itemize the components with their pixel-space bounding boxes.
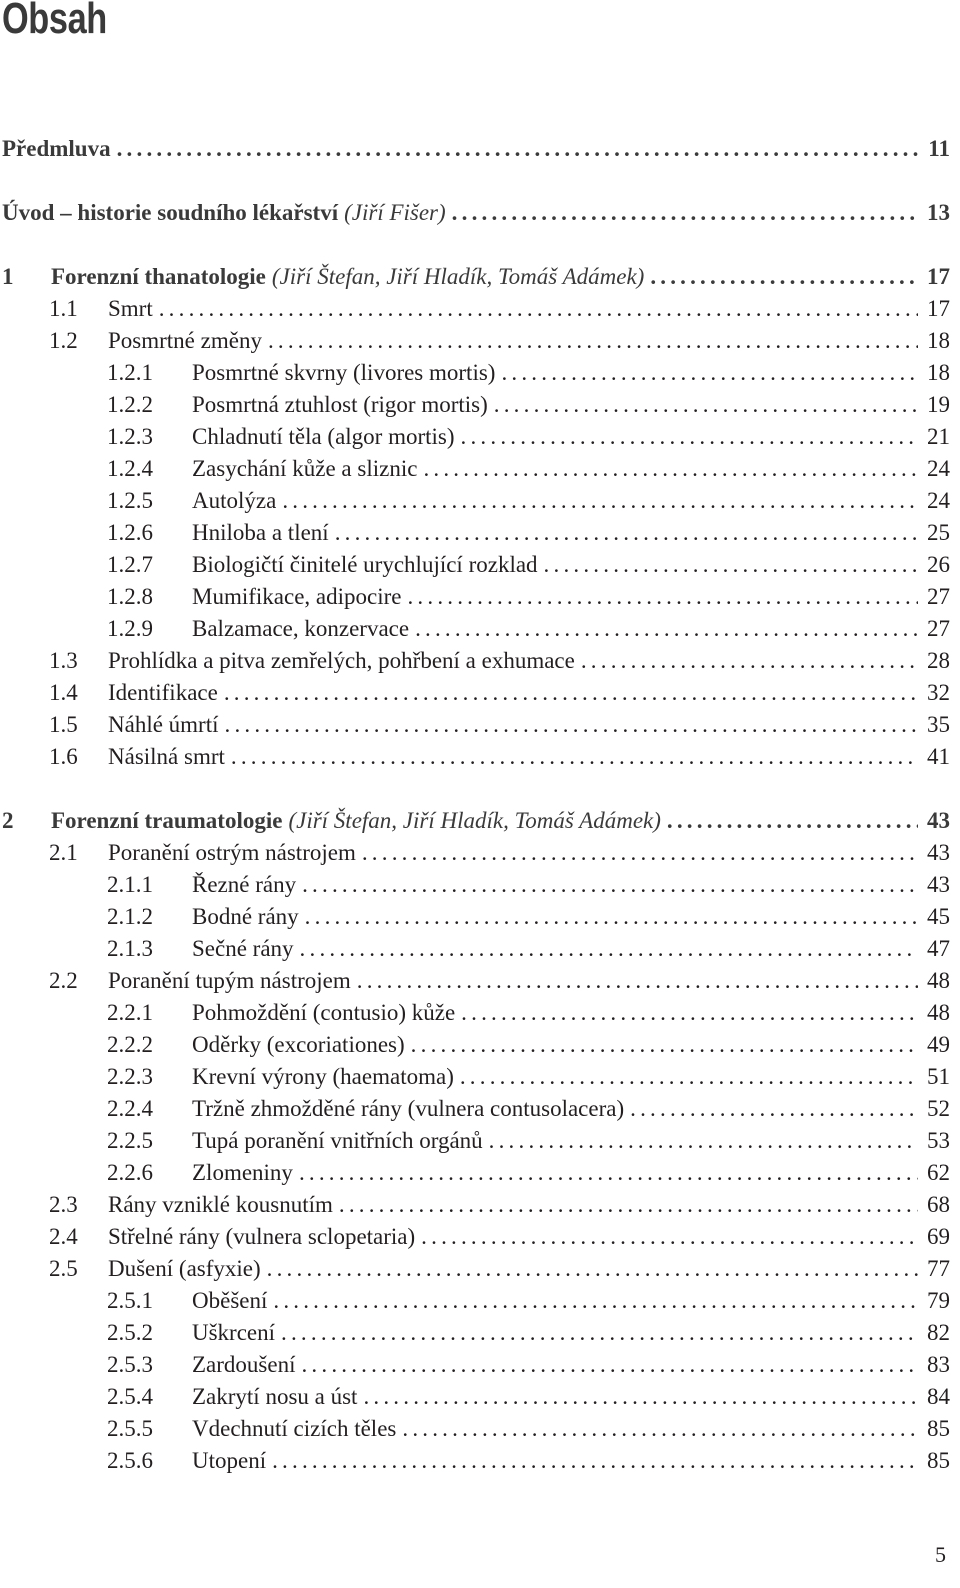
toc-entry-label: Bodné rány xyxy=(192,904,299,929)
toc-entry-label: Posmrtné změny xyxy=(108,328,262,353)
dot-leader xyxy=(494,392,918,418)
toc-page-number: 48 xyxy=(927,968,950,993)
toc-page-number: 69 xyxy=(927,1224,950,1249)
toc-page-number: 48 xyxy=(927,1000,950,1025)
toc-chapter-1[interactable] xyxy=(0,264,950,298)
toc-entry[interactable] xyxy=(0,1352,950,1386)
toc-entry-number: 2.1.2 xyxy=(107,904,153,929)
toc-entry-number: 1.2.1 xyxy=(107,360,153,385)
toc-entry-number: 2.1 xyxy=(49,840,78,865)
dot-leader xyxy=(339,1192,918,1218)
toc-entry[interactable] xyxy=(0,1032,950,1066)
toc-page-number: 79 xyxy=(927,1288,950,1313)
toc-entry-label: Oběšení xyxy=(192,1288,268,1313)
dot-leader xyxy=(224,680,918,706)
dot-leader xyxy=(407,584,918,610)
dot-leader xyxy=(501,360,918,386)
toc-page-number: 85 xyxy=(927,1448,950,1473)
toc-entry-number: 1.6 xyxy=(49,744,78,769)
toc-entry[interactable] xyxy=(0,1320,950,1354)
toc-page-number: 68 xyxy=(927,1192,950,1217)
dot-leader xyxy=(363,1384,918,1410)
dot-leader xyxy=(452,200,918,226)
dot-leader xyxy=(415,616,918,642)
dot-leader xyxy=(268,328,918,354)
toc-entry-number: 2.2 xyxy=(49,968,78,993)
toc-page-number: 18 xyxy=(927,328,950,353)
toc-entry-label: Dušení (asfyxie) xyxy=(108,1256,261,1281)
toc-entry-number: 1.2.6 xyxy=(107,520,153,545)
toc-entry-label: Zakrytí nosu a úst xyxy=(192,1384,358,1409)
dot-leader xyxy=(272,1448,918,1474)
toc-entry[interactable] xyxy=(0,680,950,714)
toc-page-number: 35 xyxy=(927,712,950,737)
toc-entry-label: Zardoušení xyxy=(192,1352,296,1377)
toc-entry[interactable] xyxy=(0,1448,950,1482)
toc-entry-label: Řezné rány xyxy=(192,872,297,897)
toc-entry[interactable] xyxy=(0,456,950,490)
dot-leader xyxy=(357,968,918,994)
toc-entry-label: Vdechnutí cizích těles xyxy=(192,1416,397,1441)
toc-entry[interactable] xyxy=(0,1192,950,1226)
dot-leader xyxy=(305,904,918,930)
toc-entry[interactable] xyxy=(0,1288,950,1322)
toc-entry-label: Uškrcení xyxy=(192,1320,276,1345)
toc-entry[interactable] xyxy=(0,584,950,618)
dot-leader xyxy=(650,264,918,290)
toc-entry-label: Zlomeniny xyxy=(192,1160,293,1185)
page-number-footer: 5 xyxy=(935,1542,946,1567)
toc-entry-number: 2.2.3 xyxy=(107,1064,153,1089)
dot-leader xyxy=(489,1128,918,1154)
toc-page-number: 11 xyxy=(928,136,950,161)
toc-entry-number: 2.2.1 xyxy=(107,1000,153,1025)
toc-entry-label: Chladnutí těla (algor mortis) xyxy=(192,424,455,449)
toc-entry[interactable] xyxy=(0,1096,950,1130)
toc-page-number: 27 xyxy=(927,616,950,641)
toc-entry-number: 2.5.6 xyxy=(107,1448,153,1473)
toc-entry-uvod[interactable] xyxy=(0,200,950,234)
toc-entry-number: 2.2.4 xyxy=(107,1096,153,1121)
toc-page-number: 62 xyxy=(927,1160,950,1185)
toc-page-number: 47 xyxy=(927,936,950,961)
toc-page-number: 85 xyxy=(927,1416,950,1441)
toc-entry-number: 1.2 xyxy=(49,328,78,353)
toc-entry[interactable] xyxy=(0,1224,950,1258)
toc-entry-number: 1 xyxy=(2,264,14,289)
toc-entry[interactable] xyxy=(0,392,950,426)
toc-entry-label: Utopení xyxy=(192,1448,267,1473)
page-title: Obsah xyxy=(2,0,107,43)
toc-page-number: 18 xyxy=(927,360,950,385)
dot-leader xyxy=(402,1416,918,1442)
toc-entry-number: 2.1.3 xyxy=(107,936,153,961)
toc-entry-authors: (Jiří Štefan, Jiří Hladík, Tomáš Adámek) xyxy=(271,264,645,289)
dot-leader xyxy=(423,456,918,482)
toc-entry-label: Forenzní thanatologie xyxy=(51,264,266,289)
toc-entry-label: Prohlídka a pitva zemřelých, pohřbení a exhumace xyxy=(108,648,575,673)
dot-leader xyxy=(421,1224,918,1250)
toc-entry[interactable] xyxy=(0,1384,950,1418)
dot-leader xyxy=(282,488,918,514)
dot-leader xyxy=(273,1288,918,1314)
toc-entry-number: 2.2.2 xyxy=(107,1032,153,1057)
toc-entry-authors: (Jiří Štefan, Jiří Hladík, Tomáš Adámek) xyxy=(288,808,661,833)
dot-leader xyxy=(630,1096,918,1122)
toc-entry[interactable] xyxy=(0,616,950,650)
dot-leader xyxy=(159,296,918,322)
toc-entry[interactable] xyxy=(0,296,950,330)
toc-page-number: 13 xyxy=(927,200,950,225)
toc-entry-label: Smrt xyxy=(108,296,153,321)
dot-leader xyxy=(460,1064,918,1090)
dot-leader xyxy=(362,840,918,866)
toc-entry-number: 1.2.7 xyxy=(107,552,153,577)
toc-page-number: 19 xyxy=(927,392,950,417)
dot-leader xyxy=(544,552,918,578)
toc-entry-label: Tupá poranění vnitřních orgánů xyxy=(192,1128,483,1153)
toc-entry-label: Posmrtná ztuhlost (rigor mortis) xyxy=(192,392,488,417)
dot-leader xyxy=(281,1320,918,1346)
dot-leader xyxy=(267,1256,918,1282)
toc-entry-number: 1.1 xyxy=(49,296,78,321)
toc-entry-number: 2.5.2 xyxy=(107,1320,153,1345)
dot-leader xyxy=(225,712,919,738)
toc-entry[interactable] xyxy=(0,872,950,906)
toc-page-number: 27 xyxy=(927,584,950,609)
toc-entry[interactable] xyxy=(0,712,950,746)
toc-entry-number: 1.2.8 xyxy=(107,584,153,609)
toc-entry-label: Oděrky (excoriationes) xyxy=(192,1032,405,1057)
toc-entry-label: Poranění tupým nástrojem xyxy=(108,968,351,993)
toc-page-number: 77 xyxy=(927,1256,950,1281)
toc-entry-number: 2.5.5 xyxy=(107,1416,153,1441)
toc-entry-label: Hniloba a tlení xyxy=(192,520,329,545)
toc-entry-number: 2.2.6 xyxy=(107,1160,153,1185)
toc-entry-label: Tržně zhmožděné rány (vulnera contusolacera) xyxy=(192,1096,625,1121)
toc-entry-number: 2.3 xyxy=(49,1192,78,1217)
toc-entry-number: 1.4 xyxy=(49,680,78,705)
toc-entry[interactable] xyxy=(0,1064,950,1098)
toc-entry-number: 1.2.3 xyxy=(107,424,153,449)
toc-entry[interactable] xyxy=(0,744,950,778)
toc-entry-label: Střelné rány (vulnera sclopetaria) xyxy=(108,1224,416,1249)
dot-leader xyxy=(302,872,918,898)
toc-entry-number: 2.4 xyxy=(49,1224,78,1249)
toc-entry[interactable] xyxy=(0,936,950,970)
toc-page-number: 84 xyxy=(927,1384,950,1409)
toc-entry-label: Forenzní traumatologie xyxy=(51,808,283,833)
toc-entry[interactable] xyxy=(0,488,950,522)
toc-entry-number: 1.2.9 xyxy=(107,616,153,641)
toc-entry-label: Krevní výrony (haematoma) xyxy=(192,1064,454,1089)
toc-entry-number: 1.3 xyxy=(49,648,78,673)
toc-entry[interactable] xyxy=(0,904,950,938)
toc-entry[interactable] xyxy=(0,552,950,586)
dot-leader xyxy=(301,1352,918,1378)
toc-entry[interactable] xyxy=(0,968,950,1002)
toc-page-number: 32 xyxy=(927,680,950,705)
toc-entry-predmluva[interactable] xyxy=(0,136,950,170)
toc-entry-number: 2.2.5 xyxy=(107,1128,153,1153)
toc-entry-label: Úvod – historie soudního lékařství xyxy=(2,200,339,225)
toc-page-number: 17 xyxy=(927,264,950,289)
toc-entry-number: 1.5 xyxy=(49,712,78,737)
toc-entry[interactable] xyxy=(0,328,950,362)
toc-entry-label: Posmrtné skvrny (livores mortis) xyxy=(192,360,496,385)
toc-entry[interactable] xyxy=(0,648,950,682)
toc-page-number: 82 xyxy=(927,1320,950,1345)
toc-entry[interactable] xyxy=(0,1416,950,1450)
toc-entry-number: 1.2.5 xyxy=(107,488,153,513)
toc-page-number: 43 xyxy=(927,840,950,865)
dot-leader xyxy=(299,1160,918,1186)
toc-entry-label: Pohmoždění (contusio) kůže xyxy=(192,1000,456,1025)
toc-page-number: 51 xyxy=(927,1064,950,1089)
toc-entry-number: 2.5.3 xyxy=(107,1352,153,1377)
toc-entry[interactable] xyxy=(0,424,950,458)
toc-page-number: 25 xyxy=(927,520,950,545)
dot-leader xyxy=(117,136,918,162)
toc-entry-label: Poranění ostrým nástrojem xyxy=(108,840,356,865)
dot-leader xyxy=(335,520,918,546)
toc-page-number: 83 xyxy=(927,1352,950,1377)
toc-page-number: 26 xyxy=(927,552,950,577)
toc-page-number: 45 xyxy=(927,904,950,929)
dot-leader xyxy=(231,744,918,770)
toc-page-number: 43 xyxy=(927,808,950,833)
toc-entry-label: Zasychání kůže a sliznic xyxy=(192,456,418,481)
toc-page-number: 49 xyxy=(927,1032,950,1057)
toc-page-number: 41 xyxy=(927,744,950,769)
toc-entry-label: Mumifikace, adipocire xyxy=(192,584,402,609)
toc-chapter-2[interactable] xyxy=(0,808,950,842)
toc-entry[interactable] xyxy=(0,1128,950,1162)
toc-page-number: 28 xyxy=(927,648,950,673)
toc-entry-label: Biologičtí činitelé urychlující rozklad xyxy=(192,552,538,577)
toc-entry-label: Sečné rány xyxy=(192,936,294,961)
toc-entry[interactable] xyxy=(0,520,950,554)
toc-entry-label: Rány vzniklé kousnutím xyxy=(108,1192,333,1217)
dot-leader xyxy=(461,1000,918,1026)
toc-page-number: 24 xyxy=(927,456,950,481)
dot-leader xyxy=(411,1032,918,1058)
toc-entry-label: Předmluva xyxy=(2,136,111,161)
toc-entry[interactable] xyxy=(0,1160,950,1194)
toc-entry-number: 2.5.4 xyxy=(107,1384,153,1409)
toc-entry-label: Násilná smrt xyxy=(108,744,225,769)
toc-entry-label: Identifikace xyxy=(108,680,218,705)
dot-leader xyxy=(667,808,918,834)
toc-entry[interactable] xyxy=(0,1000,950,1034)
toc-entry-number: 2.1.1 xyxy=(107,872,153,897)
toc-entry-number: 2.5.1 xyxy=(107,1288,153,1313)
toc-page-number: 17 xyxy=(927,296,950,321)
dot-leader xyxy=(581,648,918,674)
toc-entry[interactable] xyxy=(0,1256,950,1290)
toc-page-number: 24 xyxy=(927,488,950,513)
dot-leader xyxy=(300,936,918,962)
toc-entry[interactable] xyxy=(0,360,950,394)
toc-entry-label: Náhlé úmrtí xyxy=(108,712,219,737)
toc-entry[interactable] xyxy=(0,840,950,874)
toc-entry-authors: (Jiří Fišer) xyxy=(344,200,446,225)
toc-entry-number: 1.2.4 xyxy=(107,456,153,481)
dot-leader xyxy=(461,424,918,450)
toc-entry-label: Balzamace, konzervace xyxy=(192,616,410,641)
toc-entry-number: 2.5 xyxy=(49,1256,78,1281)
toc-page-number: 43 xyxy=(927,872,950,897)
toc-entry-number: 1.2.2 xyxy=(107,392,153,417)
toc-entry-number: 2 xyxy=(2,808,14,833)
toc-page-number: 21 xyxy=(927,424,950,449)
toc-page-number: 52 xyxy=(927,1096,950,1121)
toc-page-number: 53 xyxy=(927,1128,950,1153)
toc-entry-label: Autolýza xyxy=(192,488,277,513)
